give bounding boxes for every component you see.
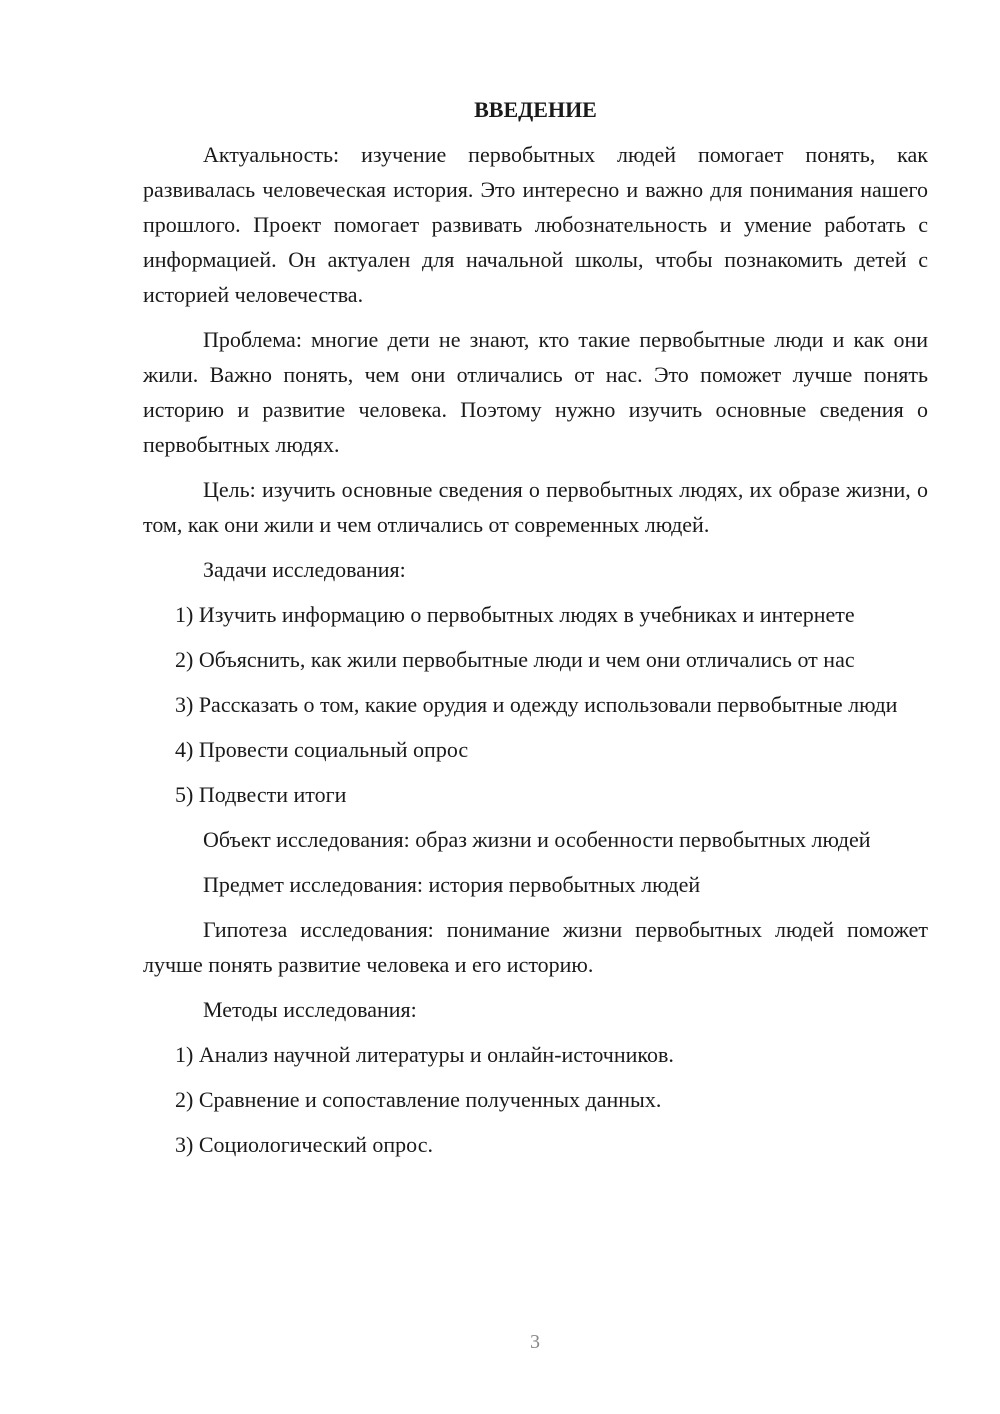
- page-content: [143, 92, 928, 1172]
- task-item: 2) Объяснить, как жили первобытные люди и чем они отличались от нас: [175, 647, 855, 672]
- task-item: 5) Подвести итоги: [175, 782, 347, 807]
- task-item: 4) Провести социальный опрос: [175, 737, 469, 762]
- method-item: 2) Сравнение и сопоставление полученных данных.: [175, 1087, 662, 1112]
- subject-paragraph: Предмет исследования: история первобытных людей: [203, 872, 701, 897]
- relevance-paragraph: Актуальность: изучение первобытных людей помогает понять, как развивалась человеческая история. Это интересно и важно для понимания нашего прошлого. Проект помогает развивать любознательность и умение работать с информацией. Он актуален для начальной школы, чтобы познакомить детей с историей человечества.: [143, 142, 928, 307]
- task-item: 3) Рассказать о том, какие орудия и одежду использовали первобытные люди: [175, 692, 898, 717]
- section-heading: ВВЕДЕНИЕ: [474, 97, 597, 122]
- method-item: 1) Анализ научной литературы и онлайн-источников.: [175, 1042, 674, 1067]
- hypothesis-paragraph: Гипотеза исследования: понимание жизни первобытных людей поможет лучше понять развитие человека и его историю.: [143, 917, 928, 977]
- page-number: 3: [530, 1331, 540, 1353]
- methods-heading: Методы исследования:: [203, 997, 417, 1022]
- object-paragraph: Объект исследования: образ жизни и особенности первобытных людей: [203, 827, 871, 852]
- goal-paragraph: Цель: изучить основные сведения о первобытных людях, их образе жизни, о том, как они жили и чем отличались от современных людей.: [143, 477, 928, 537]
- tasks-heading: Задачи исследования:: [203, 557, 406, 582]
- problem-paragraph: Проблема: многие дети не знают, кто такие первобытные люди и как они жили. Важно понять, чем они отличались от нас. Это поможет лучше понять историю и развитие человека. Поэтому нужно изучить основные сведения о первобытных людях.: [143, 327, 928, 457]
- task-item: 1) Изучить информацию о первобытных людях в учебниках и интернете: [175, 602, 855, 627]
- method-item: 3) Социологический опрос.: [175, 1132, 433, 1157]
